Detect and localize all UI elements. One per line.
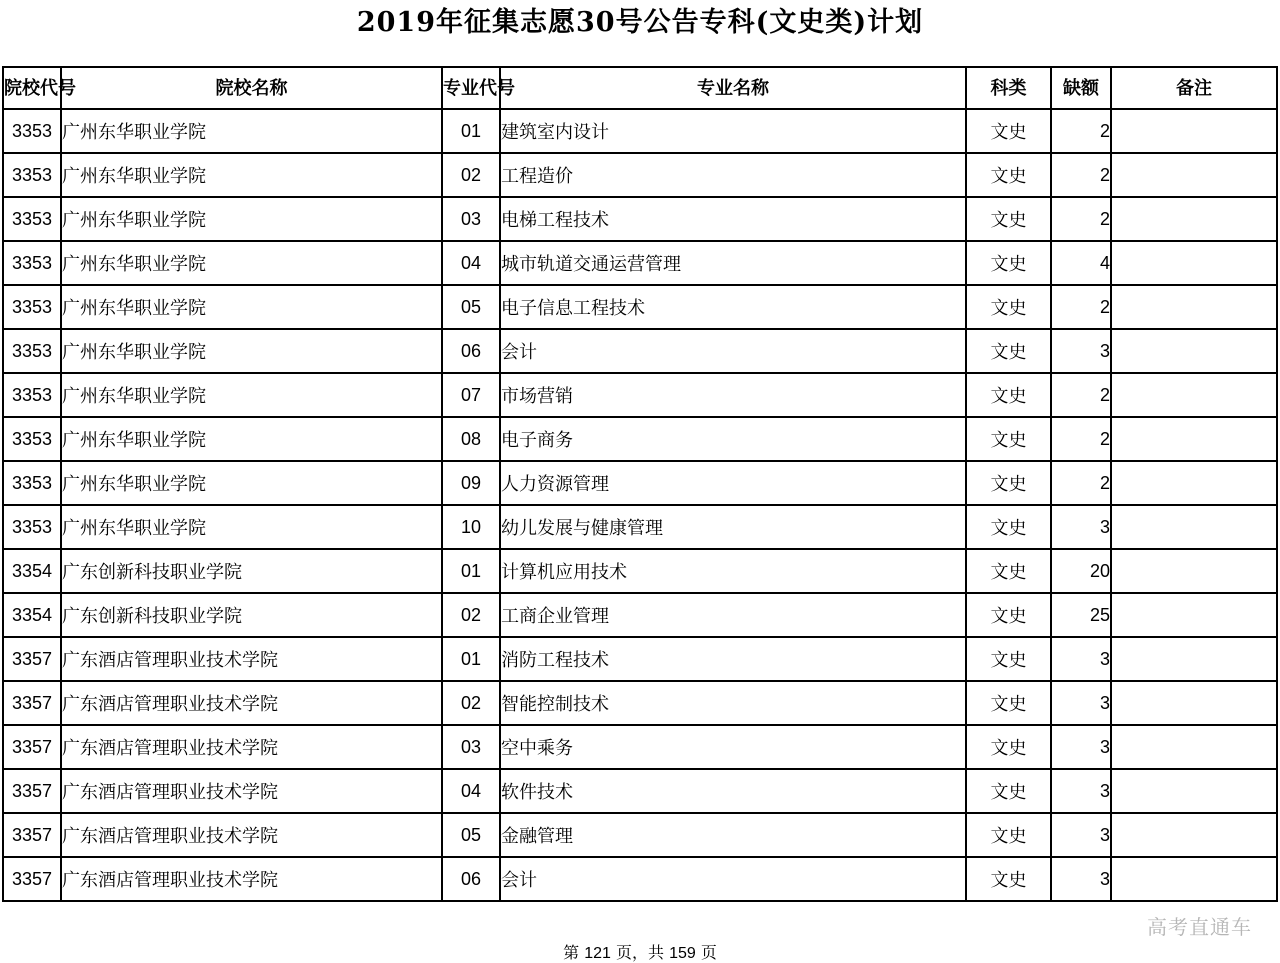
table-row bbox=[3, 593, 1277, 637]
cell-note bbox=[1111, 197, 1277, 241]
cell-major-name: 会计 bbox=[500, 857, 966, 901]
cell-note bbox=[1111, 505, 1277, 549]
table-row bbox=[3, 725, 1277, 769]
cell-quota: 2 bbox=[1051, 417, 1111, 461]
header-school-code: 院校代号 bbox=[3, 67, 61, 109]
cell-quota: 2 bbox=[1051, 373, 1111, 417]
cell-major-code: 01 bbox=[442, 549, 500, 593]
cell-category: 文史 bbox=[966, 373, 1051, 417]
cell-category: 文史 bbox=[966, 857, 1051, 901]
page-footer bbox=[0, 940, 1280, 963]
cell-major-code: 02 bbox=[442, 681, 500, 725]
cell-note bbox=[1111, 813, 1277, 857]
cell-note bbox=[1111, 373, 1277, 417]
cell-major-name: 工商企业管理 bbox=[500, 593, 966, 637]
cell-major-code: 02 bbox=[442, 593, 500, 637]
cell-school-code: 3357 bbox=[3, 813, 61, 857]
cell-major-name: 会计 bbox=[500, 329, 966, 373]
cell-school-code: 3357 bbox=[3, 725, 61, 769]
cell-quota: 2 bbox=[1051, 197, 1111, 241]
cell-note bbox=[1111, 681, 1277, 725]
cell-note bbox=[1111, 857, 1277, 901]
cell-quota: 3 bbox=[1051, 813, 1111, 857]
cell-school-name: 广州东华职业学院 bbox=[61, 505, 442, 549]
cell-note bbox=[1111, 109, 1277, 153]
cell-category: 文史 bbox=[966, 593, 1051, 637]
cell-school-name: 广州东华职业学院 bbox=[61, 241, 442, 285]
cell-school-code: 3353 bbox=[3, 505, 61, 549]
cell-school-code: 3354 bbox=[3, 593, 61, 637]
cell-category: 文史 bbox=[966, 769, 1051, 813]
cell-quota: 2 bbox=[1051, 109, 1111, 153]
cell-category: 文史 bbox=[966, 241, 1051, 285]
watermark-text: 高考直通车 bbox=[1147, 915, 1252, 939]
cell-category: 文史 bbox=[966, 329, 1051, 373]
cell-major-name: 工程造价 bbox=[500, 153, 966, 197]
cell-school-code: 3357 bbox=[3, 769, 61, 813]
footer-current-page: 121 bbox=[584, 945, 611, 962]
cell-school-code: 3353 bbox=[3, 285, 61, 329]
cell-school-code: 3353 bbox=[3, 241, 61, 285]
table-row bbox=[3, 461, 1277, 505]
cell-note bbox=[1111, 329, 1277, 373]
cell-note bbox=[1111, 461, 1277, 505]
cell-quota: 3 bbox=[1051, 637, 1111, 681]
cell-school-name: 广州东华职业学院 bbox=[61, 329, 442, 373]
cell-school-name: 广东酒店管理职业技术学院 bbox=[61, 681, 442, 725]
cell-category: 文史 bbox=[966, 153, 1051, 197]
cell-school-name: 广东酒店管理职业技术学院 bbox=[61, 637, 442, 681]
cell-category: 文史 bbox=[966, 681, 1051, 725]
cell-school-code: 3353 bbox=[3, 153, 61, 197]
cell-school-code: 3357 bbox=[3, 637, 61, 681]
cell-school-code: 3353 bbox=[3, 417, 61, 461]
page-title: 2019年征集志愿30号公告专科(文史类)计划 bbox=[356, 7, 924, 38]
header-quota: 缺额 bbox=[1051, 67, 1111, 109]
cell-quota: 3 bbox=[1051, 857, 1111, 901]
cell-major-name: 电子信息工程技术 bbox=[500, 285, 966, 329]
cell-major-code: 07 bbox=[442, 373, 500, 417]
cell-school-code: 3353 bbox=[3, 329, 61, 373]
cell-note bbox=[1111, 285, 1277, 329]
table-row bbox=[3, 109, 1277, 153]
cell-quota: 2 bbox=[1051, 461, 1111, 505]
footer-suffix: 页 bbox=[700, 943, 717, 962]
cell-major-code: 02 bbox=[442, 153, 500, 197]
header-category: 科类 bbox=[966, 67, 1051, 109]
table-row bbox=[3, 153, 1277, 197]
cell-major-name: 幼儿发展与健康管理 bbox=[500, 505, 966, 549]
cell-major-code: 03 bbox=[442, 197, 500, 241]
cell-major-code: 05 bbox=[442, 285, 500, 329]
table-row bbox=[3, 549, 1277, 593]
table-row bbox=[3, 285, 1277, 329]
cell-school-name: 广州东华职业学院 bbox=[61, 153, 442, 197]
header-major-code: 专业代号 bbox=[442, 67, 500, 109]
cell-major-code: 03 bbox=[442, 725, 500, 769]
table-row bbox=[3, 813, 1277, 857]
cell-school-name: 广州东华职业学院 bbox=[61, 461, 442, 505]
cell-school-code: 3357 bbox=[3, 681, 61, 725]
cell-major-name: 市场营销 bbox=[500, 373, 966, 417]
cell-note bbox=[1111, 241, 1277, 285]
table-row bbox=[3, 505, 1277, 549]
cell-school-code: 3354 bbox=[3, 549, 61, 593]
cell-quota: 3 bbox=[1051, 505, 1111, 549]
table-row bbox=[3, 241, 1277, 285]
table-row bbox=[3, 417, 1277, 461]
cell-major-code: 05 bbox=[442, 813, 500, 857]
header-note: 备注 bbox=[1111, 67, 1277, 109]
cell-school-name: 广东酒店管理职业技术学院 bbox=[61, 813, 442, 857]
cell-school-name: 广东创新科技职业学院 bbox=[61, 549, 442, 593]
cell-major-code: 09 bbox=[442, 461, 500, 505]
cell-quota: 25 bbox=[1051, 593, 1111, 637]
cell-note bbox=[1111, 153, 1277, 197]
cell-note bbox=[1111, 769, 1277, 813]
cell-major-name: 消防工程技术 bbox=[500, 637, 966, 681]
table-row bbox=[3, 681, 1277, 725]
cell-note bbox=[1111, 593, 1277, 637]
table-row bbox=[3, 197, 1277, 241]
cell-category: 文史 bbox=[966, 197, 1051, 241]
cell-school-name: 广东创新科技职业学院 bbox=[61, 593, 442, 637]
cell-school-name: 广东酒店管理职业技术学院 bbox=[61, 769, 442, 813]
cell-quota: 3 bbox=[1051, 329, 1111, 373]
cell-note bbox=[1111, 637, 1277, 681]
cell-category: 文史 bbox=[966, 505, 1051, 549]
cell-major-code: 01 bbox=[442, 109, 500, 153]
cell-school-code: 3357 bbox=[3, 857, 61, 901]
cell-quota: 4 bbox=[1051, 241, 1111, 285]
table-row bbox=[3, 373, 1277, 417]
cell-major-name: 空中乘务 bbox=[500, 725, 966, 769]
cell-major-name: 电子商务 bbox=[500, 417, 966, 461]
cell-major-code: 04 bbox=[442, 241, 500, 285]
cell-school-name: 广州东华职业学院 bbox=[61, 109, 442, 153]
cell-category: 文史 bbox=[966, 417, 1051, 461]
header-major-name: 专业名称 bbox=[500, 67, 966, 109]
cell-quota: 3 bbox=[1051, 681, 1111, 725]
cell-note bbox=[1111, 549, 1277, 593]
cell-major-code: 06 bbox=[442, 857, 500, 901]
cell-note bbox=[1111, 417, 1277, 461]
cell-category: 文史 bbox=[966, 109, 1051, 153]
cell-school-name: 广州东华职业学院 bbox=[61, 285, 442, 329]
cell-quota: 20 bbox=[1051, 549, 1111, 593]
cell-quota: 3 bbox=[1051, 769, 1111, 813]
cell-major-code: 10 bbox=[442, 505, 500, 549]
cell-school-name: 广州东华职业学院 bbox=[61, 373, 442, 417]
table-row bbox=[3, 769, 1277, 813]
cell-major-name: 计算机应用技术 bbox=[500, 549, 966, 593]
cell-school-code: 3353 bbox=[3, 461, 61, 505]
cell-school-name: 广东酒店管理职业技术学院 bbox=[61, 857, 442, 901]
footer-prefix: 第 bbox=[563, 943, 580, 962]
cell-category: 文史 bbox=[966, 813, 1051, 857]
table-header-row bbox=[3, 67, 1277, 109]
footer-middle: 页，共 bbox=[615, 943, 664, 962]
cell-quota: 3 bbox=[1051, 725, 1111, 769]
cell-major-name: 人力资源管理 bbox=[500, 461, 966, 505]
cell-major-name: 电梯工程技术 bbox=[500, 197, 966, 241]
plan-table bbox=[2, 66, 1278, 902]
cell-major-name: 软件技术 bbox=[500, 769, 966, 813]
cell-major-name: 金融管理 bbox=[500, 813, 966, 857]
table-row bbox=[3, 857, 1277, 901]
cell-school-code: 3353 bbox=[3, 109, 61, 153]
cell-school-name: 广州东华职业学院 bbox=[61, 197, 442, 241]
cell-major-code: 06 bbox=[442, 329, 500, 373]
cell-major-code: 04 bbox=[442, 769, 500, 813]
table-body bbox=[3, 109, 1277, 901]
table-row bbox=[3, 637, 1277, 681]
cell-category: 文史 bbox=[966, 461, 1051, 505]
cell-major-name: 智能控制技术 bbox=[500, 681, 966, 725]
cell-major-name: 建筑室内设计 bbox=[500, 109, 966, 153]
cell-note bbox=[1111, 725, 1277, 769]
cell-category: 文史 bbox=[966, 725, 1051, 769]
cell-major-name: 城市轨道交通运营管理 bbox=[500, 241, 966, 285]
cell-category: 文史 bbox=[966, 285, 1051, 329]
cell-quota: 2 bbox=[1051, 285, 1111, 329]
cell-quota: 2 bbox=[1051, 153, 1111, 197]
cell-school-code: 3353 bbox=[3, 197, 61, 241]
cell-major-code: 08 bbox=[442, 417, 500, 461]
footer-total-pages: 159 bbox=[669, 945, 696, 962]
table-row bbox=[3, 329, 1277, 373]
cell-school-name: 广州东华职业学院 bbox=[61, 417, 442, 461]
cell-school-code: 3353 bbox=[3, 373, 61, 417]
cell-category: 文史 bbox=[966, 549, 1051, 593]
cell-category: 文史 bbox=[966, 637, 1051, 681]
cell-major-code: 01 bbox=[442, 637, 500, 681]
header-school-name: 院校名称 bbox=[61, 67, 442, 109]
cell-school-name: 广东酒店管理职业技术学院 bbox=[61, 725, 442, 769]
